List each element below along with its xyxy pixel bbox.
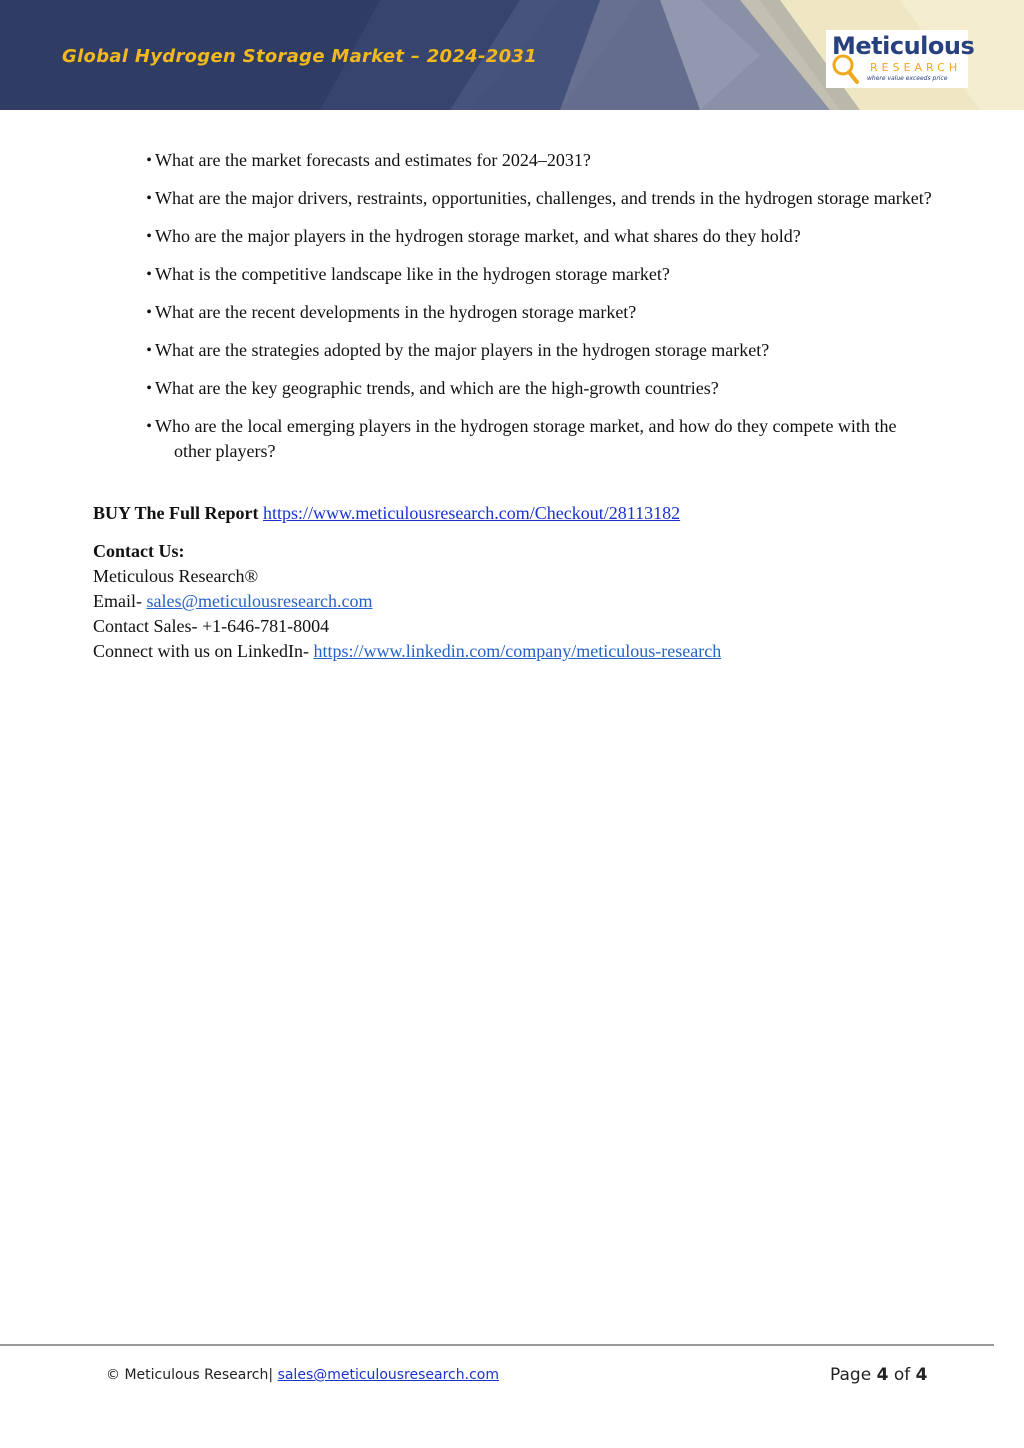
magnifier-icon (828, 52, 868, 86)
logo-subtitle: RESEARCH (870, 61, 962, 74)
list-item: • Who are the major players in the hydrogen storage market, and what shares do they hold? (143, 224, 933, 249)
email-link[interactable]: sales@meticulousresearch.com (146, 591, 373, 611)
current-page: 4 (876, 1365, 889, 1385)
meticulous-logo (826, 30, 975, 88)
page-number: Page 4 of 4 (830, 1365, 928, 1385)
company-name: Meticulous Research® (93, 566, 259, 586)
buy-label: BUY The Full Report (93, 503, 259, 523)
email-line (93, 589, 721, 614)
contact-block (93, 539, 721, 664)
bullet-icon: • (146, 152, 152, 169)
bullet-icon: • (146, 304, 152, 321)
footer-copyright (106, 1367, 499, 1383)
bullet-icon: • (146, 380, 152, 397)
email-label: Email- (93, 591, 142, 611)
checkout-link[interactable]: https://www.meticulousresearch.com/Checkout/28113182 (263, 503, 681, 523)
linkedin-line (93, 639, 721, 664)
copyright-text: © Meticulous Research| (106, 1367, 274, 1383)
sales-phone: Contact Sales- +1-646-781-8004 (93, 616, 330, 636)
footer-email-link[interactable]: sales@meticulousresearch.com (277, 1367, 499, 1383)
list-item: • What are the strategies adopted by the major players in the hydrogen storage market? (143, 338, 933, 363)
header-banner (0, 0, 1024, 110)
bullet-icon: • (146, 342, 152, 359)
linkedin-link[interactable]: https://www.linkedin.com/company/meticulous-research (313, 641, 722, 661)
linkedin-label: Connect with us on LinkedIn- (93, 641, 309, 661)
bullet-icon: • (146, 266, 152, 283)
total-pages: 4 (915, 1365, 928, 1385)
bullet-icon: • (146, 190, 152, 207)
contact-heading: Contact Us: (93, 541, 185, 561)
logo-tagline: where value exceeds price (867, 75, 948, 82)
question-list (143, 148, 933, 477)
bullet-icon: • (146, 418, 152, 435)
buy-report-line (93, 501, 680, 526)
list-item: • What are the recent developments in the hydrogen storage market? (143, 300, 933, 325)
list-item: • What are the key geographic trends, and which are the high-growth countries? (143, 376, 933, 401)
logo-name: Meticulous (832, 32, 975, 60)
bullet-icon: • (146, 228, 152, 245)
report-title: Global Hydrogen Storage Market – 2024-2031 (62, 46, 538, 67)
list-item: • What are the market forecasts and estimates for 2024–2031? (143, 148, 933, 173)
list-item: • What are the major drivers, restraints, opportunities, challenges, and trends in the hydrogen storage market? (143, 186, 933, 211)
footer-divider (0, 1344, 994, 1346)
list-item: • What is the competitive landscape like in the hydrogen storage market? (143, 262, 933, 287)
list-item: • Who are the local emerging players in the hydrogen storage market, and how do they compete with the other players? (143, 414, 933, 464)
